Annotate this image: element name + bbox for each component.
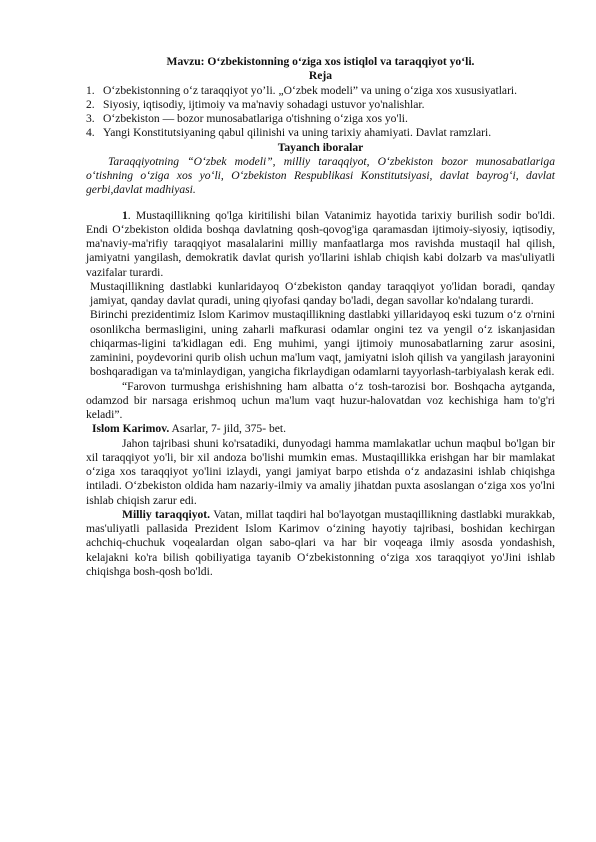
plan-item-number: 4. bbox=[86, 126, 95, 140]
quote-text: “Farovon turmushga erishishning ham albatta o‘z tosh-tarozisi bor. Boshqacha aytganda, odamzod bir narsaga erishmoq uchun ma'lum vaqt huzur-halovatdan voz kechishiga ham to'g'ri keladi”. bbox=[86, 379, 555, 421]
plan-heading: Reja bbox=[308, 69, 333, 83]
plan-item-text: Siyosiy, iqtisodiy, ijtimoiy va ma'naviy sohadagi ustuvor yo'nalishlar. bbox=[103, 97, 425, 111]
plan-item-number: 2. bbox=[86, 97, 95, 111]
paragraph-5 bbox=[86, 508, 555, 579]
plan-item-number: 1. bbox=[86, 83, 95, 97]
plan-item-number: 3. bbox=[86, 112, 95, 125]
plan-item bbox=[86, 98, 555, 112]
plan-item bbox=[86, 112, 555, 126]
quote-author: Islom Karimov. bbox=[92, 422, 170, 436]
plan-item bbox=[86, 126, 555, 140]
document-page bbox=[86, 55, 555, 579]
document-title: Mavzu: O‘zbekistonning o‘ziga xos istiqlol va taraqqiyot yo‘li. bbox=[166, 55, 475, 68]
paragraph-5-lead: Milliy taraqqiyot. bbox=[122, 507, 211, 521]
plan-item bbox=[86, 84, 555, 98]
quote-citation bbox=[86, 422, 555, 436]
spacer bbox=[86, 198, 555, 209]
paragraph-1 bbox=[86, 209, 555, 280]
paragraph-1-number: 1 bbox=[122, 208, 128, 222]
paragraph-3: Birinchi prezidentimiz Islom Karimov mustaqillikning dastlabki yillaridayoq eski tuzum o‘z o'rnini osonlikcha bermasligini, uning zaharli mafkurasi odamlar ongini tez va yengil o‘z iskanjasidan chiqarmas-ligini ta'kidlagan edi. Eng muhimi, yangi ijtimoiy munosabatlarning zarur asosini, zaminini, poydevorini qurib olish uchun ma'lum vaqt, jamiyatni isloh qilish va yangilash jarayonini boshqaradigan va ta'minlaydigan, yangicha fikrlaydigan odamlarni tayyorlash-tarbiyalash kerak edi. bbox=[90, 308, 555, 379]
paragraph-4: Jahon tajribasi shuni ko'rsatadiki, dunyodagi hamma mamlakatlar uchun maqbul bo'lgan bir xil taraqqiyot yo'li, bir xil andoza bo'lishi mumkin emas. Mustaqillikka erishgan har bir mamlakat o‘ziga xos taraqqiyot yo'lini izlaydi, yangi jamiyat barpo etishda o‘z andazasini ishlab chiqishga intiladi. O‘zbekiston oldida ham nazariy-ilmiy va amaliy jihatdan puxta asoslangan o‘ziga xos yo'lni ishlab chiqish zarur edi. bbox=[86, 436, 555, 507]
keywords-text: Taraqqiyotning “O‘zbek modeli”, milliy taraqqiyot, O‘zbekiston bozor munosabatlariga o‘tishning o‘ziga xos yo‘li, O‘zbekiston Respublikasi Konstitutsiyasi, davlat bayrog‘i, davlat gerbi,davlat madhiyasi. bbox=[86, 154, 555, 197]
paragraph-2: Mustaqillikning dastlabki kunlaridayoq O‘zbekiston qanday taraqqiyot yo'lidan boradi, qanday jamiyat, qanday davlat quradi, uning qiyofasi qanday bo'ladi, degan savollar ko'ndalang turardi. bbox=[90, 279, 555, 307]
quote-source: Asarlar, 7- jild, 375- bet. bbox=[169, 422, 287, 436]
plan-item-text: Yangi Konstitutsiyaning qabul qilinishi va uning tarixiy ahamiyati. Davlat ramzlari. bbox=[103, 126, 492, 140]
keywords-heading: Tayanch iboralar bbox=[277, 140, 364, 154]
plan-item-text: O‘zbekiston — bozor munosabatlariga o'tishning o‘ziga xos yo'li. bbox=[103, 112, 408, 125]
paragraph-5-text: Vatan, millat taqdiri hal bo'layotgan mustaqillikning dastlabki murakkab, mas'uliyatli pallasida Prezident Islom Karimov o‘zining hayotiy tajribasi, boshidan kechirgan achchiq-chuchuk voqealardan olgan sabo-qlari va har bir voqeaga ilmiy asosda yondashish, kelajakni ko'ra bilish qobiliyatiga tayanib O‘zbekistonning o‘ziga xos taraqqiyot yo'Jini ishlab chiqishga bosh-qosh bo'ldi. bbox=[86, 507, 555, 578]
paragraph-1-text: . Mustaqillikning qo'lga kiritilishi bilan Vatanimiz hayotida tarixiy burilish sodir bo'ldi. Endi O‘zbekiston oldida boshqa davlatning qosh-qovog'iga qaramasdan ijtimoiy-siyosiy, iqtisodiy, ma'naviy-ma'rifiy taraqqiyot masalalarini milliy manfaatlarga mos ravishda mustaqil hal qilish, jamiyatni yangilash, demokratik davlat qurish yo'llarini ishlab chiqish kabi dolzarb va mas'uliyatli vazifalar turardi. bbox=[86, 208, 555, 279]
plan-item-text: O‘zbekistonning o‘z taraqqiyot yo’li. „O‘zbek modeli” va uning o‘ziga xos xususiyatlari. bbox=[103, 83, 518, 97]
